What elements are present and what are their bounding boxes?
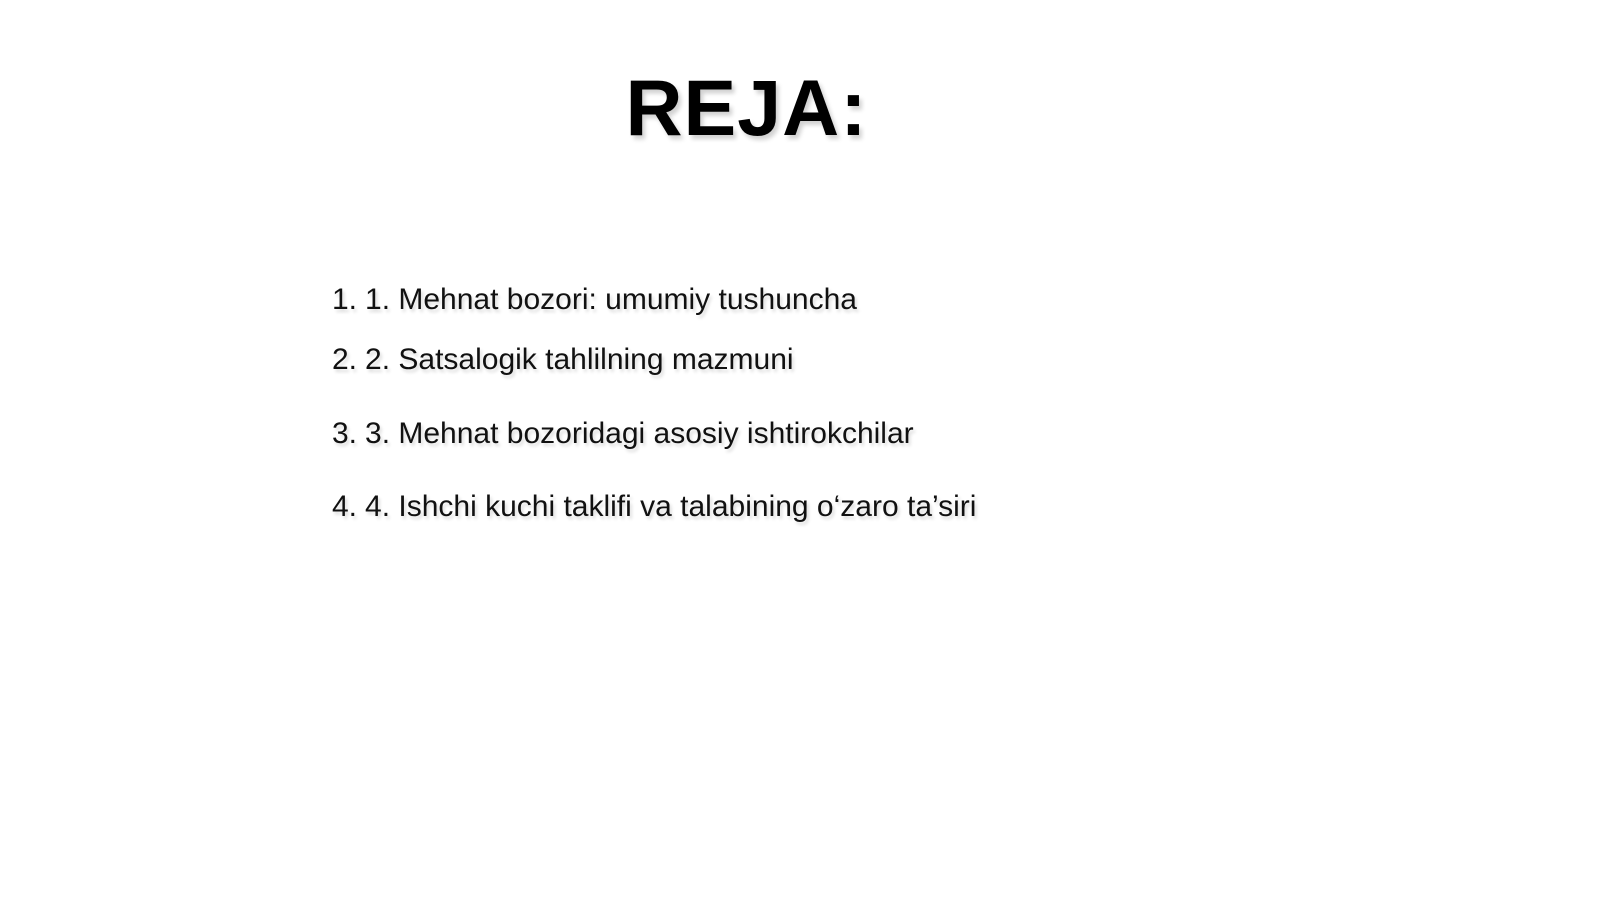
list-item-number: 4.: [332, 490, 358, 523]
list-item: [332, 342, 794, 378]
list-item-number: 3.: [332, 417, 358, 450]
list-item: [332, 489, 976, 525]
slide-title: REJA:: [625, 63, 868, 152]
list-item-text: 4. Ishchi kuchi taklifi va talabining o‘zaro ta’siri: [365, 490, 977, 523]
list-item-text: 2. Satsalogik tahlilning mazmuni: [365, 343, 794, 376]
list-item: [332, 416, 914, 452]
list-item-number: 2.: [332, 343, 358, 376]
list-item-number: 1.: [332, 283, 358, 316]
list-item-text: 1. Mehnat bozori: umumiy tushuncha: [365, 283, 857, 316]
list-item-text: 3. Mehnat bozoridagi asosiy ishtirokchilar: [365, 417, 914, 450]
list-item: [332, 282, 857, 318]
